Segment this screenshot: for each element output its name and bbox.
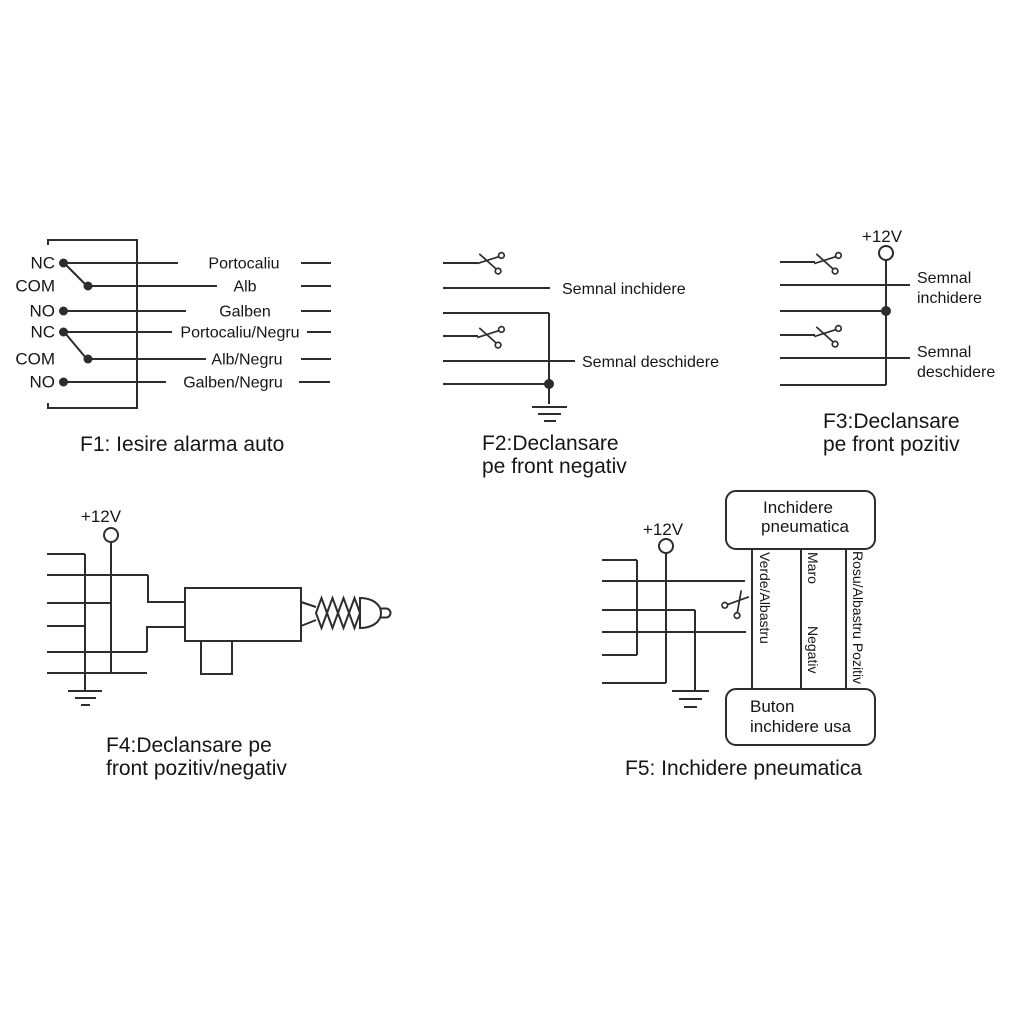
f4-caption-line1: F4:Declansare pe [106,734,272,757]
f5-wire2-color-label: Maro [805,552,821,584]
f3-open-label-line1: Semnal [917,344,972,361]
f1-terminal-label: COM [15,349,55,369]
f1-wire-color-label: Portocaliu [208,255,280,273]
f4-caption-line2: front pozitiv/negativ [106,757,287,780]
f1-wire-color-label: Alb/Negru [211,351,283,369]
f5-bottom-box-label-line1: Buton [750,697,795,716]
f1-terminal-label: NC [30,322,55,342]
f1-wire-color-label: Galben/Negru [183,374,283,392]
f5-caption: F5: Inchidere pneumatica [625,757,862,780]
f5-bottom-box-label-line2: inchidere usa [750,717,852,736]
f2-caption-line2: pe front negativ [482,455,627,478]
f5-top-box-label-line2: pneumatica [761,517,849,536]
f3-power-label: +12V [861,227,903,246]
f3-close-label-line1: Semnal [917,270,972,287]
f5-power-label: +12V [642,520,684,539]
f1-terminal-dot [84,355,93,364]
f1-terminal-label: NO [29,372,55,392]
f2-close-label: Semnal inchidere [562,281,686,298]
f5-wire2-polarity-label: Negativ [805,626,821,674]
f4-power-label: +12V [80,507,122,526]
f3-caption-line2: pe front pozitiv [823,433,960,456]
f2-junction-dot [544,379,554,389]
f1-terminal-dot [59,259,68,268]
f3-caption-line1: F3:Declansare [823,410,960,433]
f2-open-label: Semnal deschidere [582,354,719,371]
f5-wire3-label: Rosu/Albastru Pozitiv [850,551,866,685]
f1-wire-color-label: Portocaliu/Negru [180,324,300,342]
f5-power-terminal [659,539,673,553]
f1-terminal-label: NC [30,253,55,273]
f3-junction-dot [881,306,891,316]
f4-power-terminal [104,528,118,542]
f2-caption-line1: F2:Declansare [482,432,619,455]
f1-terminal-label: COM [15,276,55,296]
f5-wire1-label: Verde/Albastru [757,552,773,644]
f3-power-terminal [879,246,893,260]
f1-wire-color-label: Alb [233,278,257,296]
f3-close-label-line2: inchidere [917,290,982,307]
f1-terminal-dot [59,307,68,316]
f1-terminal-dot [84,282,93,291]
f1-terminal-dot [59,378,68,387]
f1-caption: F1: Iesire alarma auto [80,433,285,456]
f1-terminal-label: NO [29,301,55,321]
f1-terminal-dot [59,328,68,337]
f1-wire-color-label: Galben [219,303,271,321]
f5-top-box-label-line1: Inchidere [763,498,833,517]
f3-open-label-line2: deschidere [917,364,996,381]
